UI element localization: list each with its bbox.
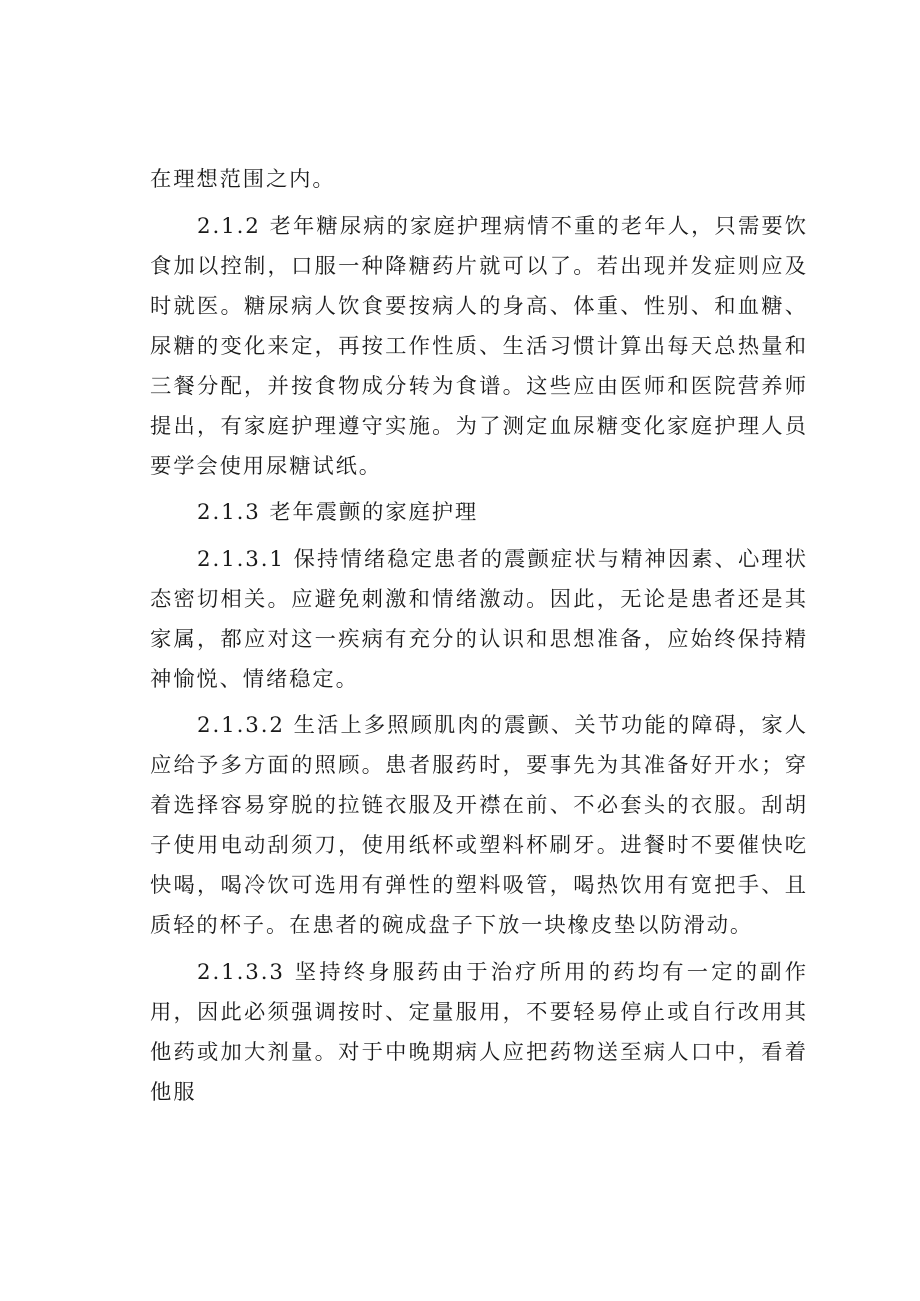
paragraph-diabetes-care: 2.1.2 老年糖尿病的家庭护理病情不重的老年人，只需要饮食加以控制，口服一种降糖药片就可以了。若出现并发症则应及时就医。糖尿病人饮食要按病人的身高、体重、性别、和血糖、尿糖的变化来定，再按工作性质、生活习惯计算出每天总热量和三餐分配，并按食物成分转为食谱。这些应由医师和医院营养师提出，有家庭护理遵守实施。为了测定血尿糖变化家庭护理人员要学会使用尿糖试纸。	[150, 213, 808, 479]
document-body	[150, 160, 808, 1119]
section-heading-tremor-care: 2.1.3 老年震颤的家庭护理	[197, 500, 479, 525]
paragraph-emotional-stability: 2.1.3.1 保持情绪稳定患者的震颤症状与精神因素、心理状态密切相关。应避免刺激和情绪激动。因此，无论是患者还是其家属，都应对这一疾病有充分的认识和思想准备，应始终保持精神愉悦、情绪稳定。	[150, 546, 808, 692]
paragraph-continuation: 在理想范围之内。	[150, 167, 336, 192]
paragraph-daily-care: 2.1.3.2 生活上多照顾肌肉的震颤、关节功能的障碍，家人应给予多方面的照顾。患者服药时，要事先为其准备好开水；穿着选择容易穿脱的拉链衣服及开襟在前、不必套头的衣服。刮胡子使用电动刮须刀，使用纸杯或塑料杯刷牙。进餐时不要催快吃快喝，喝冷饮可选用有弹性的塑料吸管，喝热饮用有宽把手、且质轻的杯子。在患者的碗成盘子下放一块橡皮垫以防滑动。	[150, 713, 808, 938]
paragraph-lifelong-medication: 2.1.3.3 坚持终身服药由于治疗所用的药均有一定的副作用，因此必须强调按时、定量服用，不要轻易停止或自行改用其他药或加大剂量。对于中晚期病人应把药物送至病人口中，看着他服	[150, 959, 808, 1105]
